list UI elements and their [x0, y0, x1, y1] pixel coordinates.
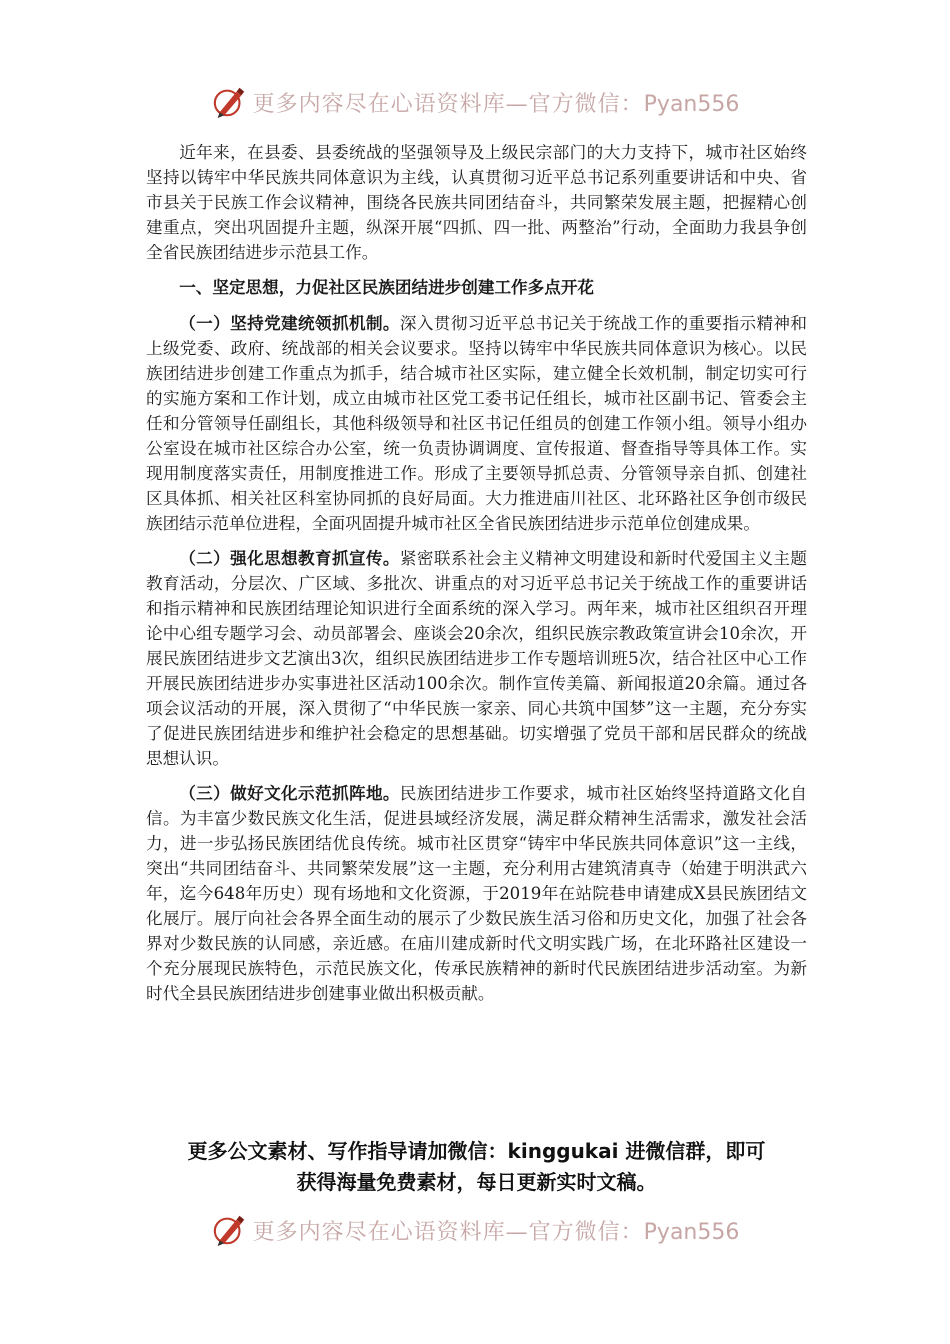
- header-banner: [0, 82, 950, 122]
- pen-logo-icon: [211, 1212, 249, 1248]
- subsection-body-1: 深入贯彻习近平总书记关于统战工作的重要指示精神和上级党委、政府、统战部的相关会议要求。坚持以铸牢中华民族共同体意识为核心。以民族团结进步创建工作重点为抓手，结合城市社区实际，建立健全长效机制，制定切实可行的实施方案和工作计划，成立由城市社区党工委书记任组长，城市社区副书记、管委会主任和分管领导任副组长，其他科级领导和社区书记任组员的创建工作领小组。领导小组办公室设在城市社区综合办公室，统一负责协调调度、宣传报道、督查指导等具体工作。实现用制度落实责任，用制度推进工作。形成了主要领导抓总责、分管领导亲自抓、创建社区具体抓、相关社区科室协同抓的良好局面。大力推进庙川社区、北环路社区争创市级民族团结示范单位进程，全面巩固提升城市社区全省民族团结进步示范单位创建成果。: [146, 314, 807, 533]
- pen-logo-icon: [211, 84, 249, 120]
- subsection-lead-2: （二）强化思想教育抓宣传。: [179, 549, 400, 568]
- promo-block: [146, 1136, 807, 1198]
- subsection-paragraph-1: [146, 311, 807, 536]
- promo-line-2: 获得海量免费素材，每日更新实时文稿。: [296, 1170, 657, 1194]
- subsection-paragraph-2: [146, 546, 807, 771]
- intro-paragraph: 近年来，在县委、县委统战的坚强领导及上级民宗部门的大力支持下，城市社区始终坚持以铸牢中华民族共同体意识为主线，认真贯彻习近平总书记系列重要讲话和中央、省市县关于民族工作会议精神，围绕各民族共同团结奋斗，共同繁荣发展主题，把握精心创建重点，突出巩固提升主题，纵深开展“四抓、四一批、两整治”行动，全面助力我县争创全省民族团结进步示范县工作。: [146, 143, 807, 262]
- promo-line-1: 更多公文素材、写作指导请加微信：kinggukai 进微信群，即可: [187, 1139, 766, 1163]
- header-banner-text: 更多内容尽在心语资料库—官方微信：Pyan556: [252, 91, 740, 117]
- subsection-lead-1: （一）坚持党建统领抓机制。: [179, 314, 400, 333]
- subsection-lead-3: （三）做好文化示范抓阵地。: [179, 784, 400, 803]
- subsection-body-3: 民族团结进步工作要求，城市社区始终坚持道路文化自信。为丰富少数民族文化生活，促进县域经济发展，满足群众精神生活需求，激发社会活力，进一步弘扬民族团结优良传统。城市社区贯穿“铸牢中华民族共同体意识”这一主线，突出“共同团结奋斗、共同繁荣发展”这一主题，充分利用古建筑清真寺（始建于明洪武六年，迄今648年历史）现有场地和文化资源，于2019年在站院巷申请建成X县民族团结文化展厅。展厅向社会各界全面生动的展示了少数民族生活习俗和历史文化，加强了社会各界对少数民族的认同感，亲近感。在庙川建成新时代文明实践广场，在北环路社区建设一个充分展现民族特色，示范民族文化，传承民族精神的新时代民族团结进步活动室。为新时代全县民族团结进步创建事业做出积极贡献。: [146, 784, 807, 1003]
- document-body: [146, 140, 807, 1016]
- subsection-paragraph-3: [146, 781, 807, 1006]
- footer-banner: [0, 1210, 950, 1250]
- subsection-body-2: 紧密联系社会主义精神文明建设和新时代爱国主义主题教育活动，分层次、广区域、多批次、讲重点的对习近平总书记关于统战工作的重要讲话和指示精神和民族团结理论知识进行全面系统的深入学习。两年来，城市社区组织召开理论中心组专题学习会、动员部署会、座谈会20余次，组织民族宗教政策宣讲会10余次，开展民族团结进步文艺演出3次，组织民族团结进步工作专题培训班5次，结合社区中心工作开展民族团结进步办实事进社区活动100余次。制作宣传美篇、新闻报道20余篇。通过各项会议活动的开展，深入贯彻了“中华民族一家亲、同心共筑中国梦”这一主题，充分夯实了促进民族团结进步和维护社会稳定的思想基础。切实增强了党员干部和居民群众的统战思想认识。: [146, 549, 807, 768]
- header-wechat-id: Pyan556: [643, 91, 740, 117]
- footer-wechat-id: Pyan556: [643, 1219, 740, 1245]
- section-heading: 一、坚定思想，力促社区民族团结进步创建工作多点开花: [179, 278, 595, 297]
- footer-banner-text: 更多内容尽在心语资料库—官方微信：Pyan556: [252, 1219, 740, 1245]
